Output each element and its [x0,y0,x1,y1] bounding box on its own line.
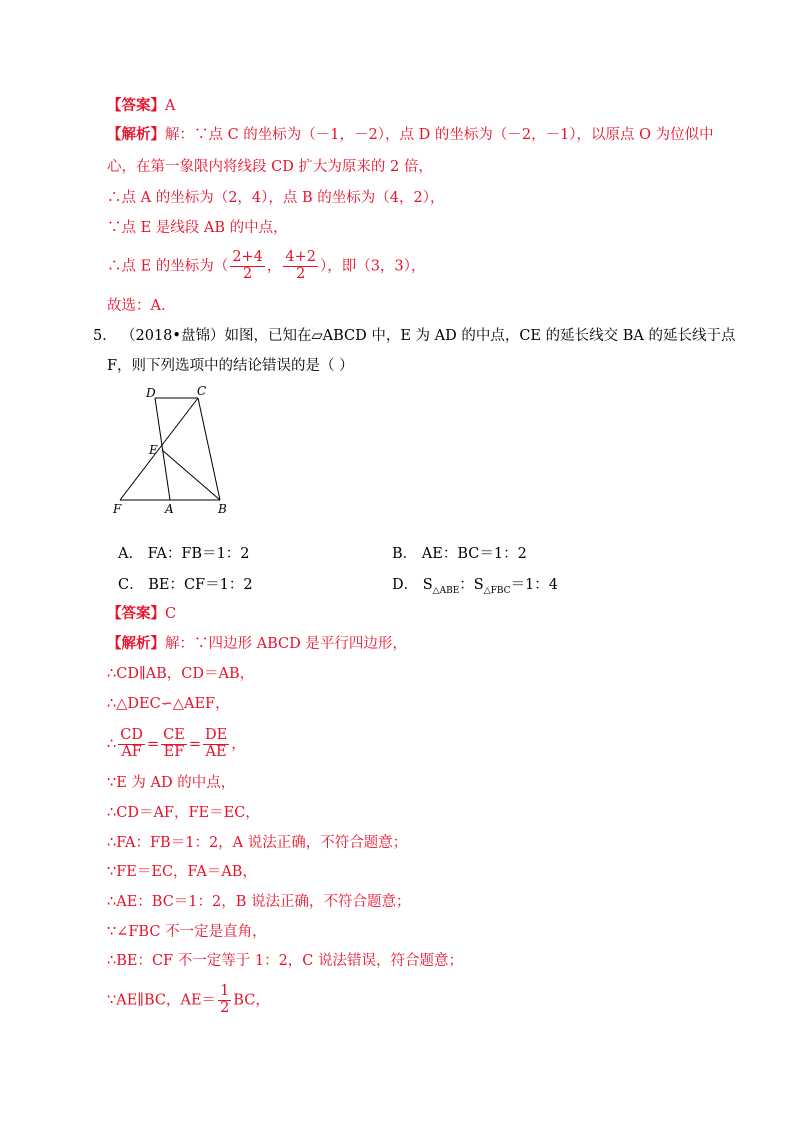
fraction [203,728,229,761]
analysis2-line-10: ∵∠FBC 不一定是直角， [107,924,267,940]
analysis2-line-12 [107,984,270,1017]
text-segment: ＝1：4 [510,577,559,593]
analysis2-line-2: ∴CD∥AB，CD＝AB， [107,666,255,682]
text-segment: ：S [459,577,484,593]
fraction-denominator: AF [121,743,142,760]
option-b: B． AE：BC＝1：2 [392,546,527,562]
text-segment: ∴点 E 的坐标为（ [107,258,229,275]
fraction-numerator: CD [120,727,143,743]
analysis2-line-11: ∴BE：CF 不一定等于 1：2，C 说法错误，符合题意； [107,953,463,969]
analysis-label: 【解析】 [107,635,165,652]
fraction [230,250,265,283]
analysis-line-2: 心，在第一象限内将线段 CD 扩大为原来的 2 倍， [107,159,433,175]
answer-line-1 [107,96,175,116]
text-segment: ， [266,258,282,275]
parallelogram-figure [112,380,242,520]
fraction-denominator: 2 [220,999,230,1016]
equals-sign: = [146,736,160,753]
analysis2-line-8: ∵FE＝EC，FA＝AB， [107,864,257,880]
fraction-numerator: 4+2 [285,249,317,265]
fraction-half [218,984,231,1017]
analysis2-line-5: ∵E 为 AD 的中点， [107,775,236,791]
answer-value: A [165,98,176,114]
fraction-denominator: 2 [243,265,253,282]
subscript: △ABE [432,585,460,596]
fraction-numerator: 1 [220,983,230,999]
text-segment: ， [231,736,246,753]
question-number: 5． [93,328,117,344]
analysis2-line-7: ∴FA：FB＝1：2，A 说法正确，不符合题意； [107,835,408,851]
analysis2-line-9: ∴AE：BC＝1：2，B 说法正确，不符合题意； [107,894,411,910]
answer-label: 【答案】 [107,605,165,622]
analysis-text: 解：∵点 C 的坐标为（－1，－2），点 D 的坐标为（－2，－1），以原点 O 为位似中 [165,127,714,143]
label-E: E [149,443,158,457]
question-line-1: （2018•盘锦）如图，已知在▱ABCD 中，E 为 AD 的中点，CE 的延长线交 BA 的延长线于点 [121,328,736,344]
label-C: C [197,384,207,398]
analysis2-line-6: ∴CD＝AF，FE＝EC， [107,805,260,821]
analysis2-line-3: ∴△DEC∽△AEF， [107,696,230,712]
fraction-numerator: DE [204,727,228,743]
equals-sign: = [188,736,201,753]
analysis-text: 解：∵四边形 ABCD 是平行四边形， [165,636,407,652]
fraction [283,250,318,283]
text-segment: ），即（3，3）， [320,258,426,275]
subscript: △FBC [483,585,511,596]
fraction-denominator: EF [163,743,185,760]
label-B: B [218,502,227,516]
analysis-line-4: ∵点 E 是线段 AB 的中点， [107,220,288,236]
analysis-line-1 [107,125,714,145]
analysis-line-5 [107,250,425,283]
label-A: A [165,502,174,516]
text-segment: ∴ [107,736,117,753]
text-segment: BC， [233,992,270,1009]
option-c: C． BE：CF＝1：2 [118,577,253,593]
analysis2-line-4 [107,728,246,761]
label-F: F [113,502,122,516]
option-a: A． FA：FB＝1：2 [118,546,250,562]
answer-value: C [165,606,177,622]
text-segment: D． S [392,577,433,593]
answer-line-2 [107,604,176,624]
analysis-label: 【解析】 [107,126,165,143]
fraction-numerator: 2+4 [232,249,263,265]
analysis-line-6: 故选：A． [107,298,176,314]
text-segment: ∵AE∥BC，AE＝ [107,992,217,1009]
label-D: D [146,386,156,400]
answer-label: 【答案】 [107,97,165,114]
fraction-numerator: CE [163,727,185,743]
option-d [392,575,558,601]
question-line-2: F，则下列选项中的结论错误的是（ ） [107,358,354,374]
fraction-denominator: 2 [296,265,306,282]
fraction [118,728,145,761]
analysis-line-3: ∴点 A 的坐标为（2，4），点 B 的坐标为（4，2）， [107,190,445,206]
fraction-denominator: AE [205,743,227,760]
fraction [161,728,187,761]
analysis2-line-1 [107,634,407,654]
